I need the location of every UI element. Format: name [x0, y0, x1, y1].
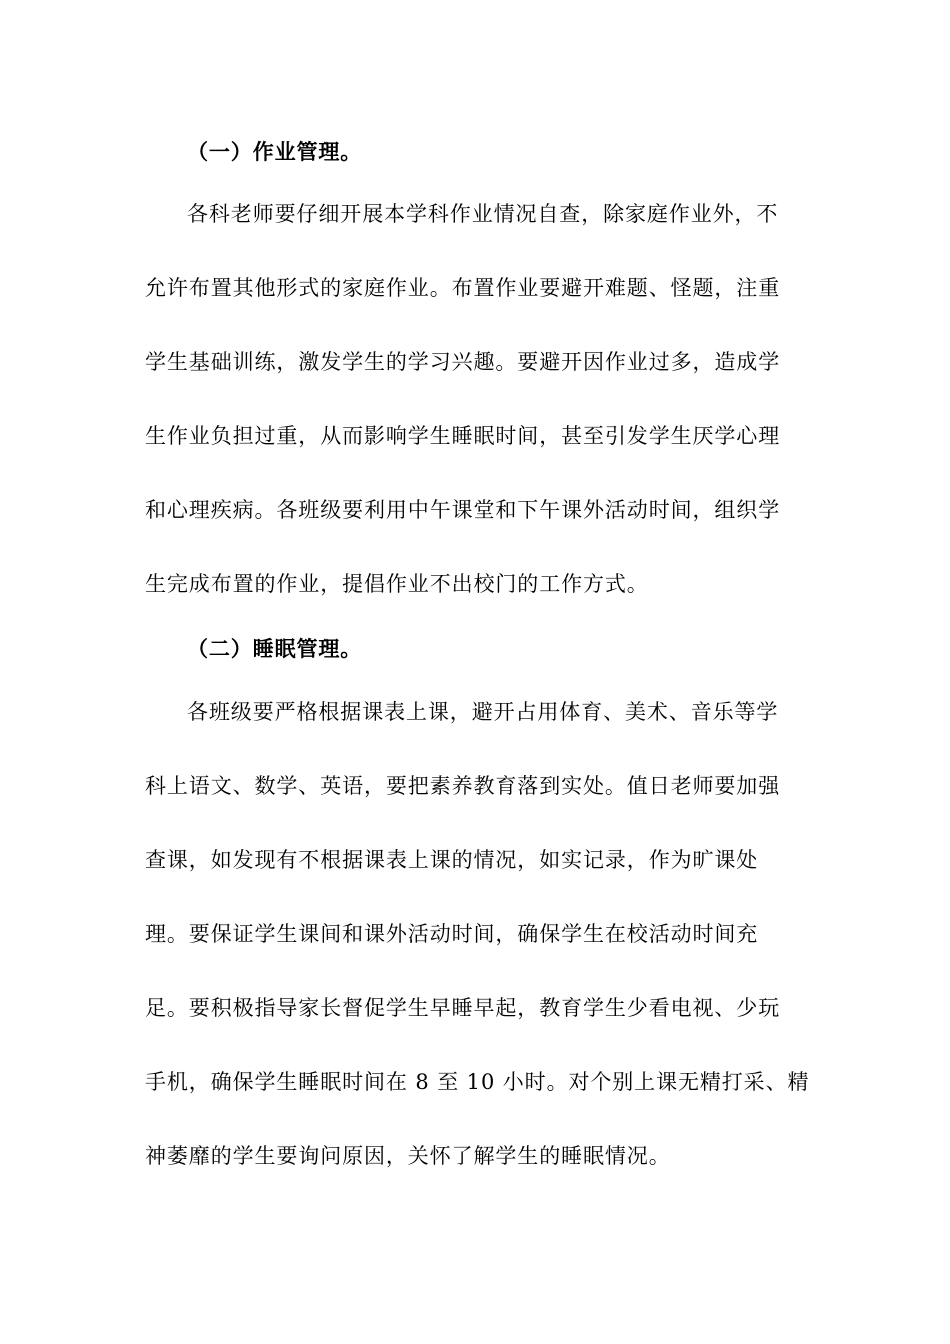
paragraph-line: 学生基础训练，激发学生的学习兴趣。要避开因作业过多，造成学: [145, 350, 781, 374]
paragraph-line: 神萎靡的学生要询问原因，关怀了解学生的睡眠情况。: [145, 1144, 671, 1168]
paragraph-line: 生完成布置的作业，提倡作业不出校门的工作方式。: [145, 572, 649, 596]
paragraph-line: 理。要保证学生课间和课外活动时间，确保学生在校活动时间充: [145, 922, 759, 946]
section-heading-sleep: （二）睡眠管理。: [187, 636, 363, 661]
paragraph-line: 各班级要严格根据课表上课，避开占用体育、美术、音乐等学: [187, 700, 779, 724]
paragraph-line: 科上语文、数学、英语，要把素养教育落到实处。值日老师要加强: [145, 774, 781, 798]
paragraph-line: 生作业负担过重，从而影响学生睡眠时间，甚至引发学生厌学心理: [145, 424, 781, 448]
paragraph-line: 和心理疾病。各班级要利用中午课堂和下午课外活动时间，组织学: [145, 498, 781, 522]
paragraph-line: 手机，确保学生睡眠时间在 8 至 10 小时。对个别上课无精打采、精: [145, 1070, 810, 1094]
section-heading-homework: （一）作业管理。: [187, 139, 363, 164]
paragraph-line: 足。要积极指导家长督促学生早睡早起，教育学生少看电视、少玩: [145, 996, 781, 1020]
paragraph-line: 允许布置其他形式的家庭作业。布置作业要避开难题、怪题，注重: [145, 276, 781, 300]
paragraph-line: 查课，如发现有不根据课表上课的情况，如实记录，作为旷课处: [145, 848, 759, 872]
paragraph-line: 各科老师要仔细开展本学科作业情况自查，除家庭作业外，不: [187, 202, 779, 226]
